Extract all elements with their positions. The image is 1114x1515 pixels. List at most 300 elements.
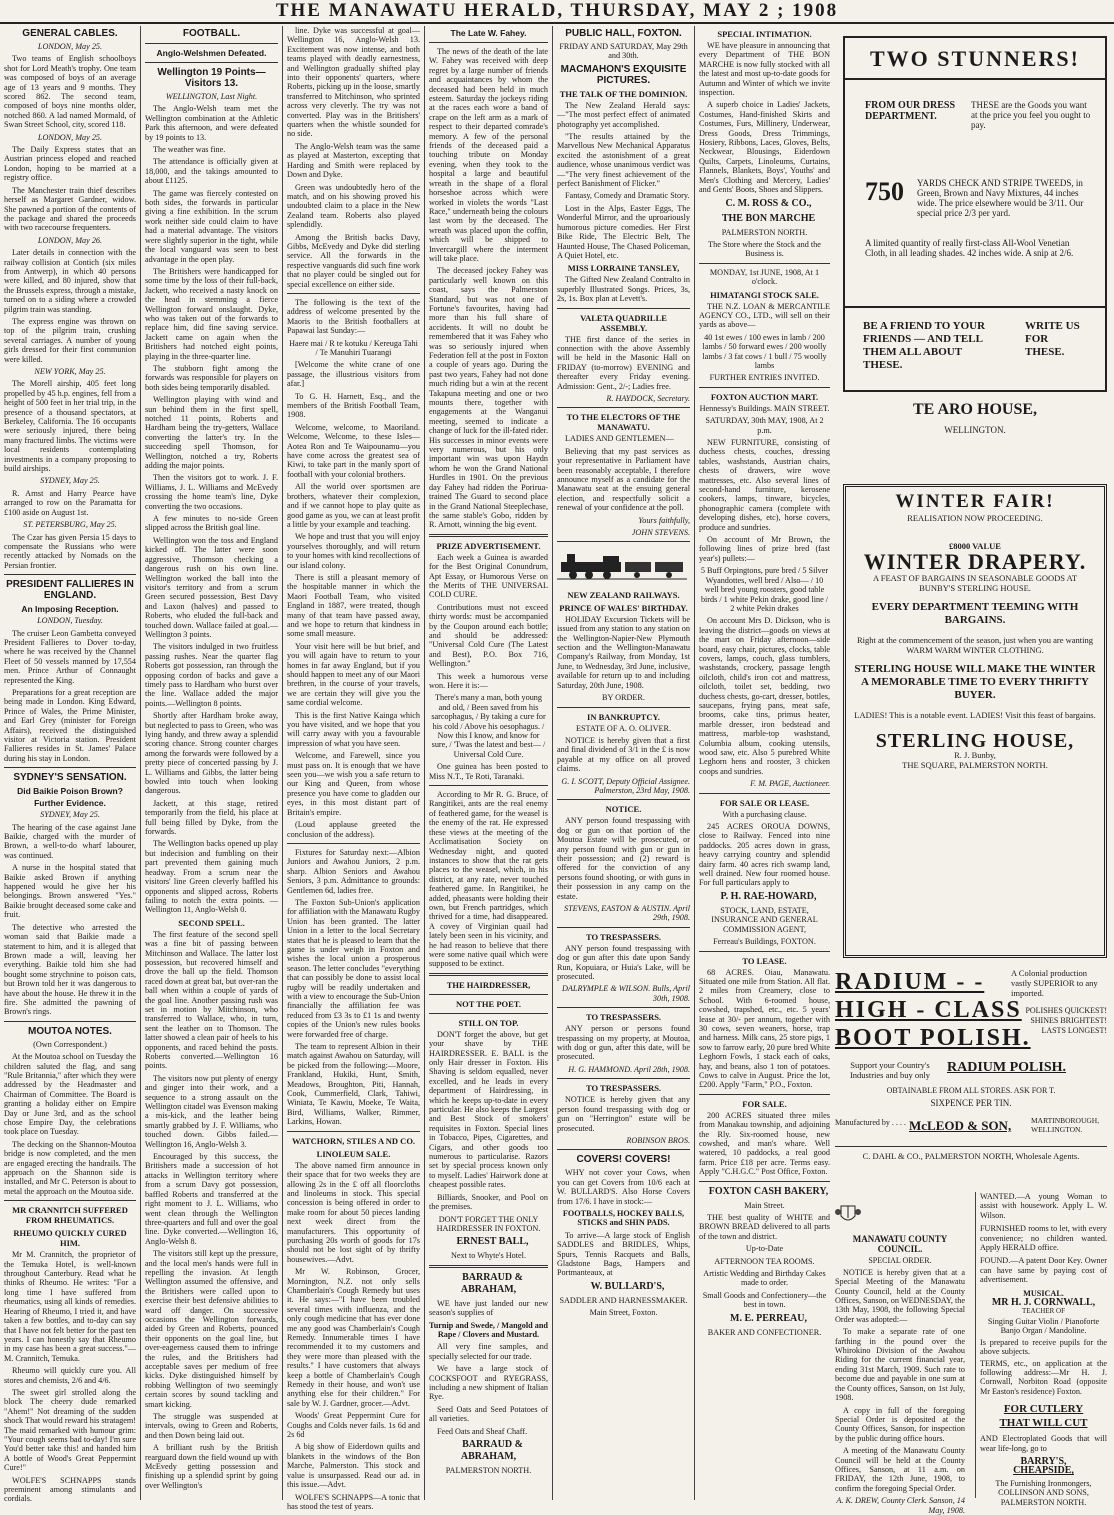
divider	[4, 1021, 136, 1022]
winter-drapery: WINTER DRAPERY.	[863, 549, 1087, 574]
divider	[4, 574, 136, 575]
paragraph: Lost in the Alps, Easter Eggs, The Wonderful Mirror, and the uproariously humorous picture comedies. Her First Bike Ride, The Electric Belt, The Haunted House, The Chased Policeman, A Quiet Hotel, etc.	[557, 203, 690, 260]
dateline: LONDON, May 25.	[37, 42, 103, 51]
coat-of-arms-icon	[835, 1202, 861, 1226]
divider	[4, 1200, 136, 1201]
paragraph: A big show of Eiderdown quilts and blankets in the windows of the Bon Marche, Palmerston. This stock and value is unsurpassed. Read our ad. in this issue.—Advt.	[287, 1442, 420, 1490]
paragraph: 245 ACRES OROUA DOWNS, close to Railway. Fenced into nine paddocks. 205 acres down in grass, heavy carrying country and splendid dairy farm. 40 acres rich swamp land, well drained. New four roomed house. For full particulars apply to	[699, 822, 830, 888]
agents-line: C. DAHL & CO., PALMERSTON NORTH, Wholesale Agents.	[835, 1146, 1107, 1161]
dateline: MONDAY, 1st JUNE, 1908, At 1 o'clock.	[709, 267, 820, 287]
advertiser-name: M. E. PERREAU,	[730, 1312, 807, 1324]
store-name: TE ARO HOUSE,	[912, 401, 1038, 418]
advertiser-name: BARRAUD & ABRAHAM,	[460, 1271, 523, 1295]
divider	[557, 1078, 690, 1079]
headline-special-intimation: SPECIAL INTIMATION.	[717, 29, 812, 39]
dateline: LONDON, May 26.	[37, 235, 103, 245]
paragraph: NEW FURNITURE, consisting of duchess chests, couches, dressing tables, washstands, Austrian chairs, chests of drawers, wire wove mattresses, etc. Also several lines of second-hand furniture, kerosene cookers, lamps, tinware, bicycles, phonographic camera (complete with developing dishes, etc), horse covers, produce and sundries.	[699, 438, 830, 532]
paragraph: Mr M. Crannitch, the proprietor of the Temuka Hotel, is well-known throughout Canterbury. Read what he thinks of Rheumo. He writes: "For a long time I have suffered from rheumatics, using all kinds of remedies. Hearing of Rheumo, I tried it, and have taken a few bottles, and to-day can say that I have not felt better for the past ten years. I can honestly say that Rheumo in my case has been a great success."—M. Crannitch, Temuka.	[4, 1250, 136, 1363]
advertiser-name: C. M. ROSS & CO.,	[725, 197, 812, 209]
paragraph: The following is the text of the address of welcome presented by the Maoris to the British footballers at Papawai last Sunday:—	[287, 297, 420, 336]
support-line: Support your Country's Industries and buy only	[849, 1060, 931, 1080]
paragraph: LADIES AND GENTLEMEN—	[565, 434, 674, 444]
headline-covers: COVERS! COVERS!	[576, 1154, 671, 1166]
dateline: LONDON, May 25.	[37, 132, 103, 142]
signature: R. HAYDOCK, Secretary.	[606, 393, 690, 403]
seed-list: Turnip and Swede, / Mangold and Rape / Clovers and Mustard.	[429, 1320, 548, 1339]
headline-trespassers: TO TRESPASSERS.	[585, 1083, 662, 1094]
feast-line: A FEAST OF BARGAINS IN SEASONABLE GOODS AT BUNBY'S STERLING HOUSE.	[872, 573, 1078, 593]
dateline: ST. PETERSBURG, May 25.	[23, 520, 117, 530]
divider	[845, 306, 1105, 308]
paragraph: The attendance is officially given at 18,000, and the takings amounted to about £1125.	[145, 157, 278, 186]
sterling-house-title: STERLING HOUSE,	[875, 730, 1075, 752]
paragraph: The Wellington backs opened up play but indecision and fumbling on their part prevented them gaining much headway. From a scrum near the visitors' line Green cleverly baffled his opponents and slipped across, Roberts failing to notch the extra points. — Wellington 11, Anglo-Welsh 0.	[145, 839, 278, 915]
dateline: LONDON, Tuesday.	[37, 616, 103, 626]
column-general-cables	[0, 26, 140, 1504]
paragraph: We have a large stock of COCKSFOOT and RYEGRASS, including a new shipment of Italian Rye.	[429, 1364, 548, 1402]
headline-auction-mart: FOXTON AUCTION MART.	[710, 391, 819, 402]
paragraph: This week a humorous verse won. Here it is:—	[429, 671, 548, 690]
found-ad: FOUND.—A patent Door Key. Owner can have same by paying cost of advertisement.	[980, 1256, 1107, 1285]
paragraph: The struggle was suspended at intervals, owing to Green and Roberts, and then Down being laid out.	[145, 1412, 278, 1440]
masthead: THE MANAWATU HERALD, THURSDAY, MAY 2 ; 1908	[0, 0, 1114, 24]
paragraph: The first feature of the second spell was a fine bit of passing between Mitchinson and Wallace. The latter lost possession, but recovered himself and drove the ball up the field. Thomson raced down at great bat, but over-ran the ball when within a couple of yards of the goal line. Another passing rush was set in motion by Mitchinson, who transferred to Wallace, who, in turn, sent the leather on to Thomson. The latter showed a clean pair of heels to his opponents, and raced behind the posts. Roberts converted.—Wellington 16 points.	[145, 929, 278, 1071]
divider	[699, 793, 830, 794]
paragraph: The visitors indulged in two fruitless passing rushes. Near the quarter flag Roberts got possession, ran through the opposing cordon of backs and gave a timely pass to Hardham who burst over the line. Wallace added the major points.—Wellington 8 points.	[145, 642, 278, 708]
paragraph: The team to represent Albion in their match against Awahou on Saturday, will be picked from the following:—Moore, Frankland, Hukiki, Hunt, Smith, Meadows, Broughton, Piti, Hannah, Cook, Cummerfield, Clark, Tahiwi, Winiata, Te Kawiu, Moeke, Te Waita, Bird, Williams, Walker, Rimmer, Larkins, Howan.	[287, 1042, 420, 1127]
te-aro-house-ad	[843, 400, 1107, 440]
dress-department: FROM OUR DRESS DEPARTMENT.	[865, 100, 956, 122]
paragraph: The New Zealand Herald says:—"The most perfect effect of animated photography yet accomplished.	[557, 100, 690, 129]
paragraph: The hearing of the case against Jane Baikie, charged with the murder of Brown, a well-to-do wharf labourer, was continued.	[4, 822, 136, 860]
paragraph: Wellington playing with wind and sun behind them in the first spell, notched 11 points, Roberts and Hardham being the try-getters, Wallace converting the latter's try. In the succeeding spell Thomson, for Wellington, notched a try, Roberts adding the major points.	[145, 395, 278, 471]
subheadline: PRINCE OF WALES' BIRTHDAY.	[559, 602, 688, 613]
council-name: MANAWATU COUNTY COUNCIL.	[852, 1234, 948, 1255]
subheadline: NOT THE POET.	[456, 998, 521, 1009]
store-name: BARRY'S,	[1020, 1455, 1067, 1467]
subheadline: ESTATE OF A. O. OLIVER.	[575, 723, 672, 733]
friend-message: BE A FRIEND TO YOUR FRIENDS — AND TELL THEM ALL ABOUT THESE.	[863, 320, 986, 371]
ad-subtitle: REALISATION NOW PROCEEDING.	[907, 513, 1043, 523]
paragraph: To arrive—A large stock of English SADDLES and BRIDLES, Whips, Spurs, Tennis Racquets and Balls, Gladstone Bags, Hampers and Portmanteaux, at	[557, 1230, 690, 1278]
poultry-list: 5 Buff Orpingtons, pure bred / 5 Silver Wyandottes, well bred / Also— / 10 well bred young roosters, good table birds / 1 white Pekin drake, good line / 2 white Pekin drakes	[700, 566, 829, 613]
subheadline-linoleum: LINOLEUM SALE.	[316, 1148, 391, 1159]
qualities-line: POLISHES QUICKEST! SHINES BRIGHTEST! LASTS LONGEST!	[1025, 1006, 1107, 1035]
every-department: EVERY DEPARTMENT TEEMING WITH BARGAINS.	[871, 601, 1079, 626]
headline-general-cables: GENERAL CABLES.	[22, 28, 118, 39]
divider	[557, 1149, 690, 1150]
ad-title: WINTER FAIR!	[895, 491, 1055, 512]
paragraph: The sweet girl strolled along the block The cheery dude remarked "Ahem!" Not dreaming of the sudden shock That would reward his stratagem! The maid remarked with humour grim: "Your cough seems bad to-day! I'm sure You'd better take this! and handed him A bottle of Wood's Great Peppermint Cure!"	[4, 1387, 136, 1473]
ad-title: TWO STUNNERS!	[845, 38, 1105, 80]
stores-line: OBTAINABLE FROM ALL STORES. ASK FOR T.	[886, 1086, 1056, 1095]
headline-to-lease: TO LEASE.	[742, 955, 787, 966]
headline-watchorn: WATCHORN, STILES A ND CO.	[291, 1135, 416, 1146]
paragraph: Billiards, Snooker, and Pool on the premises.	[429, 1192, 548, 1212]
paragraph: A superb choice in Ladies' Jackets, Costumes, Hand-finished Skirts and Costumes, Furs, Millinery, Underwear, Dress Goods, Dress Trimmings, Hosiery, Ribbons, Laces, Gloves, Belts, Neckwear, Blousings, Eiderdown Quilts, Carpets, Linoleums, Curtains, Flannels, Blankets, Boys', Youths' and Men's Clothing and Mercery, Ladies' and Gents' Boots, Shoes and Slippers.	[699, 100, 830, 195]
signature: H. G. HAMMOND. April 28th, 1908.	[568, 1064, 690, 1074]
paragraph: HOLIDAY Excursion Tickets will be issued from any station to any station on the Wellington-Napier-New Plymouth section and the Wellington-Manawatu Company's Railway, from Monday, 1st June, to Wednesday, 3rd June, inclusive, available for return up to and including Saturday, 20th June, 1908.	[557, 614, 690, 690]
paragraph: Among the British backs Davy, Gibbs, McEvedy and Dyke did sterling service. All the forwards in the respective vanguards did such fine work that no player could be singled out for special excellence on either side.	[287, 232, 420, 289]
paragraph: Fantasy, Comedy and Dramatic Story.	[565, 191, 690, 201]
wanted-ad: WANTED.—A young Woman to assist with housework. Apply L. W. Wilson.	[980, 1192, 1107, 1220]
paragraph: Wellington won the toss and England kicked off. The latter were soon aggressive, Thomson checking a dangerous rush on his own line. Wellington worked the ball into the visitor's territory and from a scrum Green secured possession, Best Davy and Laxon (halves) and passed to Roberts, who eluded the full-back and touched down. Wallace failed at goal.—Wellington 3 points.	[145, 535, 278, 639]
byline: (Own Correspondent.)	[33, 1039, 107, 1049]
paragraph: Artistic Wedding and Birthday Cakes made to order.	[703, 1269, 826, 1288]
subheadline: Anglo-Welshmen Defeated.	[156, 48, 267, 58]
paragraph: Welcome, welcome, to Maoriland. Welcome, Welcome, to these Isles—Aotea Ron and Te Waipounamu—you have come across the greatest sea of Kiwi, to take part in the manly sport of football with your colonial brothers.	[287, 422, 420, 479]
divider	[429, 534, 548, 537]
signature: F. M. PAGE, Auctioneer.	[750, 779, 830, 789]
paragraph: The decking on the Shannon-Moutoa bridge is now completed, and the men are engaged erecting the handrails. The approach on the Shannon side is installed, and Mr C. Peterson is about to metal the approach on the Moutoa side.	[4, 1139, 136, 1196]
paragraph: There is still a pleasant memory of the hospitable manner in which the Maori Football Team, who visited England in 1887, were treated, though many of that team have passed away, and we hope to return that kindness in some small measure.	[287, 572, 420, 639]
paragraph: THE N.Z. LOAN & MERCANTILE AGENCY CO., LTD., will sell on their yards as above—	[699, 301, 830, 330]
paragraph: The express engine was thrown on top of the pilgrim train, crushing several carriages. A number of young girls dressed for their first communion were killed.	[4, 316, 136, 364]
dateline: NEW YORK, May 25.	[34, 367, 106, 376]
headline-score: Wellington 19 Points—Visitors 13.	[157, 67, 266, 89]
divider	[429, 785, 548, 786]
mart-address: Hennessy's Buildings. MAIN STREET.	[699, 403, 830, 413]
divider	[429, 973, 548, 976]
cutlery-line-2: THAT WILL CUT	[999, 1417, 1088, 1430]
paragraph: Green was undoubtedly hero of the match, and on his showing proved his undoubted claim to a place in the New Zealand team. Roberts also played splendidly.	[287, 182, 420, 230]
stock-list: FOOTBALLS, HOCKEY BALLS, STICKS and SHIN PADS.	[562, 1208, 685, 1228]
advertiser-address: Main Street, Foxton.	[589, 1308, 658, 1318]
bakery-address: Main Street.	[744, 1200, 785, 1210]
signature: A. K. DREW, County Clerk. Sanson, 14 May, 1908.	[836, 1496, 965, 1515]
special-order: SPECIAL ORDER.	[868, 1256, 932, 1266]
ad-tagline: THESE are the Goods you want at the price you feel you ought to pay.	[971, 100, 1091, 130]
radium-line-3: BOOT POLISH.	[835, 1025, 1031, 1051]
advertiser-name: W. BULLARD'S,	[590, 1280, 665, 1292]
paragraph: All very fine samples, and specially selected for our trade.	[429, 1342, 548, 1361]
headline-public-hall: PUBLIC HALL, FOXTON.	[565, 28, 682, 39]
bakery-name: FOXTON CASH BAKERY,	[708, 1185, 829, 1197]
divider	[4, 767, 136, 768]
column-public-hall	[552, 26, 694, 1500]
ironmongers-line: The Furnishing Ironmongers, COLLINSON AND SONS, PALMERSTON NORTH.	[995, 1478, 1092, 1507]
paragraph: ANY person found trespassing with dog or gun after this date upon Sandy Run, Kopuiara, or Huia's Lake, will be prosecuted.	[557, 943, 690, 982]
paragraph: The visitors still kept up the pressure, and the local men's hands were full in repelling the invasion. At length Wellington assumed the offensive, and the Britishers were called upon to exercise their best defensive abilities to ward off danger. On successive occasions the Wellington forwards, aided by Green and Roberts, pounced their opponents on the goal line, but over-eagerness caused them to infringe the rules, and the Britishers had acceptable saves per medium of free kicks. Dyke distinguished himself by robbing Wellington of two seemingly certain scores by sound tackling and smart kicking.	[145, 1249, 278, 1409]
subheadline: THE TALK OF THE DOMINION.	[559, 88, 688, 99]
paragraph: Contributions must not exceed thirty words: must be accompanied by the Coupon around each bottle; and should be addressed: "Universal Cold Cure (The Latest and Best), P.O. Box 716, Wellington."	[429, 602, 548, 669]
season-line: Right at the commencement of the season, just when you are wanting WARM WARM WINTER CLOTHING.	[856, 635, 1094, 655]
advertiser-trade: SADDLER AND HARNESSMAKER.	[559, 1295, 688, 1305]
performer-name: MISS LORRAINE TANSLEY,	[567, 263, 680, 274]
headline-bankruptcy: IN BANKRUPTCY.	[587, 711, 660, 722]
maker-name: McLEOD & SON,	[909, 1118, 1012, 1133]
headline-railways: NEW ZEALAND RAILWAYS.	[567, 589, 680, 600]
divider	[287, 1131, 420, 1132]
store-address: PALMERSTON NORTH.	[721, 227, 808, 237]
headline-macmahon: MACMAHON'S EXQUISITE PICTURES.	[560, 63, 687, 86]
column-football-continued	[282, 26, 424, 1511]
paragraph: The Britishers were handicapped for some time by the loss of their full-back, Jackett, who received a nasty knock on the head in stemming a fierce Wellington forward onslaught. Dyke, who was taken out of the forwards to replace him, did fine saving service. Jackett came on again when the Britishers had notched eight points, playing in the three-quarter line.	[145, 266, 278, 361]
paragraph: THE best quality of WHITE and BROWN BREAD delivered to all parts of the town and district.	[699, 1213, 830, 1241]
divider	[429, 994, 548, 995]
paragraph: Each week a Guinea is awarded for the Best Original Conundrum, Apt Essay, or Humorous Verse on the Merits of THE UNIVERSAL COLD CURE.	[429, 552, 548, 600]
headline-sydney-sensation: SYDNEY'S SENSATION.	[13, 772, 127, 784]
divider	[557, 927, 690, 928]
paragraph: The Foxton Sub-Union's application for affiliation with the Manawatu Rugby Union has been granted. The latter Union in a letter to the local Secretary states that he is pleased to learn that the game is under weigh in Foxton and wishes the local union a prosperous season. The letter concludes "everything that can possibly be done to assist local rugby will be readily undertaken and with a view to encourage the Sub-Union financially the affiliation fee was reduced from £3 3s to £1 1s and twenty copies of the Union's new rules books were forwarded free of charge.	[287, 897, 420, 1039]
store-name: THE BON MARCHE	[721, 212, 816, 224]
manufactured-by: Manufactured by . . . .	[835, 1118, 906, 1127]
advertiser-name: P. H. RAE-HOWARD,	[720, 890, 817, 902]
brand-name: RADIUM POLISH.	[947, 1060, 1067, 1075]
paragraph: A brilliant rush by the British rearguard down the field wound up with McEvedy getting possession and finishing up a splendid sprint by going over Wellington's	[145, 1443, 278, 1490]
subheadline-second-spell: SECOND SPELL.	[178, 917, 245, 928]
paragraph: All the world over sportsmen are brothers, whatever their complexion, and if we cannot hope to play quite as good game as you, we can at least profit a little by your example and teaching.	[287, 482, 420, 529]
store-town: WELLINGTON.	[944, 425, 1006, 435]
headline-trespassers: TO TRESPASSERS.	[585, 1012, 662, 1023]
paragraph: (Loud applause greeted the conclusion of the address).	[287, 820, 420, 839]
locomotive-illustration	[557, 550, 687, 580]
advertiser-address: PALMERSTON NORTH.	[445, 1466, 532, 1475]
headline-trespassers: TO TRESPASSERS.	[585, 931, 662, 942]
paragraph: NOTICE is hereby given that at a Special Meeting of the Manawatu County Council, held at the County Offices, Sanson, on WEDNESDAY, the 13th May, 1908, the following Special Order was adopted:—	[835, 1267, 966, 1324]
paragraph: At the Moutoa school on Tuesday the children saluted the flag, and sang "Rule Britannia," after which they were addressed by the Headmaster and Chairman of Committee. The Board is granting a holiday either on Empire Day or June 3rd, and as the school chose Empire Day, the celebrations took place on Tuesday.	[4, 1052, 136, 1137]
paragraph: A nurse in the hospital stated that Baikie asked Brown if anything happened would he give her his belongings. Brown answered "Yes." Baikie brought deceased some cake and fruit.	[4, 863, 136, 920]
paragraph: The Czar has given Persia 15 days to compensate the Russians who were recently attacked by Nomads on the Persian frontier.	[4, 532, 136, 570]
dateline: SYDNEY, May 25.	[40, 476, 100, 486]
paragraph: To G. H. Harnett, Esq., and the members of the British Football Team, 1908.	[287, 391, 420, 420]
headline-crannitch: MR CRANNITCH SUFFERED FROM RHEUMATICS.	[12, 1205, 128, 1226]
headline-fallieres: PRESIDENT FALLIERES IN ENGLAND.	[6, 579, 134, 602]
subheadline: STILL ON TOP.	[458, 1017, 519, 1028]
divider	[699, 1181, 830, 1182]
store-location: CHEAPSIDE,	[1013, 1465, 1074, 1477]
divider	[145, 43, 278, 44]
paragraph: According to Mr R. G. Bruce, of Rangitikei, ants are the real enemy of feathered game, for the weasel is the enemy of the rat. He expressed these views at the meeting of the Acclimatisation Society on Wednesday night, and quoted instances to show that the rat gets places to the weasel, which, in his district, at any rate, never touched feathered game. In Rangitikei, he added, pheasants were holding their own, but French partridges, which thrived for a time, had disappeared. A covey of Virginian quail had lately been seen in his vicinity, and he had reason to believe that there were some native quail which were supposed to be extinct.	[429, 790, 548, 969]
paragraph: The above named firm announce in their space that for two weeks they are allowing 2s in the £ off all floorcloths and linoleums in stock. This special concession is being offered in order to make room for about 50 pieces landing next week direct from the manufacturers. This opportunity of purchasing 20s worth of goods for 17s should not be lost sight of by thrifty housewives.—Advt.	[287, 1160, 420, 1264]
paragraph: On account of Mr Brown, the following lines of prize bred (fast year's) pullets:—	[699, 535, 830, 563]
venetian-description: A limited quantity of really first-class All-Wool Venetian Cloth, in all leading shades. 42 inches wide. A snip at 2/6.	[865, 238, 1074, 258]
radium-line-1: RADIUM - -	[835, 969, 985, 995]
headline-prize-advertisement: PRIZE ADVERTISEMENT.	[436, 540, 541, 551]
paragraph: Shortly after Hardham broke away, but neglected to pass to Green, who was lying handy, and threw away a splendid scoring chance. Strong counter charges among the forwards were followed by a pretty piece of concerted passing by J. L. Williams and Gibbs, the latter being bowled into touch when looking dangerous.	[145, 711, 278, 796]
owner-name: R. J. Bunby,	[954, 750, 996, 760]
paragraph: The Gifted New Zealand Contralto in superbly Illustrated Songs. Prices, 3s, 2s, 1s. Box plan at Levett's.	[557, 275, 690, 304]
advertiser-address: Ferreau's Buildings, FOXTON.	[713, 937, 816, 947]
dateline: FRIDAY AND SATURDAY, May 29th and 30th.	[559, 42, 688, 61]
store-address: THE SQUARE, PALMERSTON NORTH.	[902, 760, 1048, 770]
divider	[557, 707, 690, 708]
paragraph: Yours faithfully,	[638, 515, 690, 525]
maker-town: MARTINBOROUGH, WELLINGTON.	[1031, 1116, 1100, 1134]
paragraph: Seed Oats and Seed Potatoes of all varieties.	[429, 1404, 548, 1424]
paragraph: The Anglo-Welsh team met the Wellington combination at the Athletic Park this afternoon, and were defeated by 19 points to 13.	[145, 104, 278, 142]
headline-valeta: VALETA QUADRILLE ASSEMBLY.	[580, 312, 667, 333]
paragraph: To make a separate rate of one farthing in the pound over the Whirokino Division of the Awahou Riding for the current financial year, ending 31st March, 1909. Such rate to become due and payable in one sum at the County offices, Sanson, on 1st July, 1908.	[835, 1327, 965, 1403]
paragraph: 68 ACRES. Oiau, Manawatu. Situated one mile from Station. All flat. 2 miles from Creamery, close to School. With 6-roomed house, cowshed, trapshed, etc., etc. 5 years' lease at 30/- per annum, together with 30 cows, seven weaners, horse, trap and harness. Milk cans, 25 store pigs, 1 sow to farrow early, 20 pure bred White Leghorn Fowls, 1 stack each of oaks, hay, and beans, also 1 ton of potatoes. Cows to calve in August. Price the lot, £200. Apply "Farm," P.O., Foxton.	[699, 967, 830, 1090]
paragraph: Small Goods and Confectionery—the best in town.	[702, 1290, 827, 1310]
column-bon-marche	[694, 26, 834, 1500]
paragraph: Mr W. Robinson, Grocer, Mornington, N.Z. not only sells Chamberlain's Cough Remedy but uses it. He says:—"I have been troubled several times with influenza, and the only cough medicine that has ever done me any good was Chamberlain's Cough Remedy. Innumerable times I have recommended it to my customers and they were more than pleased with the results." I have customers that always keep a bottle of Chamberlain's Cough Remedy in their house, and won't use anything else for their children." For sale by W. J. Gardner, grocer.—Advt.	[287, 1267, 420, 1408]
paragraph: The Daily Express states that an Austrian princess eloped and reached London, hoping to be married at a registry office.	[4, 145, 136, 183]
subheadline: An Imposing Reception.	[21, 604, 119, 615]
paragraph: Welcome, and Farewell, since you must pass on. It is enough that we have seen you—we wish you a safe return to our King and Queen, from whose presence you have come to gladden our eyes, in this most distant part of Britain's empire.	[287, 751, 420, 817]
dateline: SYDNEY, May 25.	[40, 810, 100, 820]
sterling-house-promise: STERLING HOUSE WILL MAKE THE WINTER A MEMORABLE TIME TO EVERY THRIFTY BUYER.	[854, 663, 1096, 701]
advertiser-trade: BAKER AND CONFECTIONER.	[707, 1327, 822, 1337]
paragraph: Up-to-Date	[745, 1244, 784, 1254]
paragraph: Fixtures for Saturday next:—Albion Juniors and Awahou Juniors, 2 p.m. sharp. Albion Seniors and Awahou Seniors, 3 p.m. Admittance to grounds: Gentlemen 6d, ladies free.	[287, 847, 420, 895]
divider	[557, 541, 690, 542]
signature: DALRYMPLE & WILSON. Bulls, April 30th, 1908.	[562, 984, 690, 1003]
advertiser-trade: STOCK, LAND, ESTATE, INSURANCE AND GENERAL COMMISSION AGENT,	[711, 905, 818, 934]
signature: G. I. SCOTT, Deputy Official Assignee. Palmerston, 23rd May, 1908.	[561, 776, 690, 795]
paragraph: The detective who arrested the woman said that Baikie made a statement to him, and it is alleged that Brown made a will, leaving her everything. Baikie told him she had bought some strychnine to poison cats, but Brown told her it was dangerous to have about the house. He threw it in the fire. She admitted the pawning of Brown's rings.	[4, 922, 136, 1017]
paragraph: Woods' Great Peppermint Cure for Coughs and Colds never fails. 1s 6d and 2s 6d	[287, 1411, 420, 1440]
paragraph: The deceased jockey Fahey was particularly well known on this coast, says the Palmerston Standard, but was not one of Fortune's favourites, having had more than his full share of accidents. It will no doubt be remembered that it was Fahey who was so seriously injured when Federation fell at the post in Foxton a couple of years ago. During the past two years, Fahey had not done much riding but a win at the recent Takapuna meeting and one or two mounts there, together with engagements at the Wanganui meeting, seemed to indicate a change of luck for the ill-fated rider. His successes in minor events were very numerous, but his only important win was upon Haydn whom he won the Grand National Hurdles in 1901. On the previous day Fahey had ridden the Porirua-trained The Guard to second place in the Grand National Steeplechase, the same stable's Gobo, ridden by R. Arnott, winning the big event.	[429, 266, 548, 530]
divider	[557, 799, 690, 800]
headline-football: FOOTBALL.	[182, 28, 241, 39]
divider	[699, 951, 830, 952]
divider	[557, 1007, 690, 1008]
paragraph: Encouraged by this success, the Britishers made a succession of hot attacks in Wellington territory where from a scrum Davy got possession, baffled Roberts and transferred at the right moment to J. L. Williams, who went clean through the Wellington three-quarters and full and over the goal line. Dyke converted.—Wellington 16, Anglo-Welsh 8.	[145, 1152, 278, 1246]
divider	[287, 293, 420, 294]
paragraph: R. Arnst and Harry Pearce have arranged to row on the Paramatta for £100 aside on August 1st.	[4, 488, 136, 517]
paragraph: WE have pleasure in announcing that every Department of THE BON MARCHE is now fully stocked with all the latest and most up-to-date goods for Autumn and Winter of which we invite inspection.	[699, 41, 830, 98]
winter-fair-ad	[843, 484, 1107, 958]
ladies-line: LADIES! This is a notable event. LADIES! Visit this feast of bargains.	[854, 710, 1096, 720]
paragraph: The visitors now put plenty of energy and ginger into their work, and a sequence to a strong assault on the Wellington citadel was Evenson making a mis-kick, and the leather being smartly grabbed by J. F. Williams, who touched down. Gibbs failed.—Wellington 16, Anglo-Welsh 3.	[145, 1073, 278, 1149]
maori-greeting: Haere mai / R te kotuku / Kereuga Tahi / Te Manuhiri Tuarangi	[289, 338, 418, 357]
paragraph: Your visit here will be but brief, and you will again have to return to your homes in far away England, but if you should happen to meet any of our Maori brethren, in the course of your travels, we are certain they will give you the same cordial welcome.	[287, 641, 420, 708]
colonial-line: A Colonial production vastly SUPERIOR to any imported.	[1011, 968, 1098, 998]
yardage-figure: 750	[865, 177, 904, 206]
headline-late-fahey: The Late W. Fahey.	[450, 28, 527, 38]
paragraph: The Anglo-Welsh team was the same as played at Masterton, excepting that Harding and Smith were replaced by Down and Dyke.	[287, 141, 420, 180]
paragraph: DON'T forget the above, but get your shave by THE HAIRDRESSER. E. BALL is the only Hair dresser in Foxton. His Shaving is seldom equalled, never excelled, and he leads in every department of Hairdressing, in which he keeps up-to-date in every particular. He also keeps the Largest and Best Stock of smokers' requisites in Foxton. Special lines in Tobacco, Pipes, Cigarettes, and Cigars, and other goods too numerous to particularise. Razors set by special process known only to myself. Ladies' Hairwork done at cheapest possible rates.	[429, 1029, 548, 1190]
subheadline: Further Evidence.	[34, 798, 106, 809]
headline-moutoa-notes: MOUTOA NOTES.	[28, 1025, 112, 1037]
paragraph: The game was fiercely contested on both sides, the forwards in particular giving a fine exhibition. In the scrum work neither side could claim to have had a material advantage. The visitors were slightly superior in the tight, while the local vanguard was seen to best advantage in the open play.	[145, 188, 278, 264]
subheadline-rheumo: RHEUMO QUICKLY CURED HIM.	[13, 1228, 127, 1249]
paragraph: Later details in connection with the railway collision at Contich (six miles from Antwerp), in which 40 persons were killed, and 80 injured, show that the Brussels express, through a mistake, turned on to a siding where a crowded pilgrim train was standing.	[4, 248, 136, 314]
paragraph: AND Electroplated Goods that will wear life-long, go to	[980, 1434, 1107, 1453]
paragraph: WOLFE'S SCHNAPPS stands preeminent among stimulants and cordials.	[4, 1475, 136, 1504]
paragraph: DON'T FORGET THE ONLY HAIRDRESSER IN FOXTON.	[436, 1214, 541, 1233]
divider	[699, 387, 830, 388]
paragraph: A copy in full of the foregoing Special Order is deposited at the County Offices, Sanson, for inspection by the public during office hours.	[835, 1405, 965, 1443]
instrument-list: Singing Guitar Violin / Pianoforte Banjo Organ / Mandoline.	[987, 1316, 1100, 1336]
paragraph: The cruiser Leon Gambetta conveyed President Fallieres to Dover to-day, where he was received by the Channel Fleet of 50 vessels manned by 17,554 men. Prince Arthur of Connaught represented the King.	[4, 628, 136, 685]
headline-for-sale-lease: FOR SALE OR LEASE.	[719, 797, 810, 808]
paragraph: TERMS, etc., on application at the following address:—Mr H. J. Cornwall, Norbiton Road (opposite Mr Easton's residence) Foxton.	[980, 1358, 1107, 1396]
dateline: WELLINGTON, Last Night.	[165, 92, 258, 101]
divider	[429, 1265, 548, 1268]
paragraph: line. Dyke was successful at goal—Wellington 16, Anglo-Welsh 13. Excitement was now intense, and both teams played with deadly earnestness, and Wellington gradually shifted play into their opponents' quarters, where Roberts, picking up in the loose, smartly transferred to Mitchinson, who sprinted across very cleverly. The try was not converted. Play was in the Britishers' quarters when the whistle sounded for no side.	[287, 26, 420, 139]
paragraph: A few minutes to no-side Green slipped across the British goal line.	[145, 514, 278, 533]
county-council-notice	[835, 1196, 966, 1515]
teacher-name: MR H. J. CORNWALL,	[991, 1297, 1096, 1309]
furnished-ad: FURNISHED rooms to let, with every convenience; no children wanted. Apply HERALD office.	[980, 1224, 1107, 1253]
paragraph: ANY person found trespassing with dog or gun on that portion of the Moutoa Estate will be prosecuted, or any person found with gun or gun in their possession; and (2) reward is offered for the conviction of any persons found shooting, or with guns in their possession in any camp on the estate.	[557, 816, 690, 901]
stock-list: 40 1st ewes / 100 ewes in lamb / 200 lambs / 50 forward ewes / 200 woolly lambs / 3 fat cows / 1 bull / 75 woolly lambs	[702, 332, 827, 370]
divider	[287, 843, 420, 844]
paragraph: NOTICE is hereby given that any person found trespassing with dog or gun on "Herrington" estate will be prosecuted.	[557, 1095, 690, 1133]
divider	[557, 308, 690, 309]
paragraph: The Store where the Stock and the Business is.	[708, 239, 821, 259]
paragraph: The stubborn fight among the forwards was responsible for players on both sides being temporarily disabled.	[145, 363, 278, 392]
paragraph: The news of the death of the late W. Fahey was received with deep regret by a large number of friends and acquaintances by whom the deceased had been held in much esteem. Saturday the jockeys riding at the races each wore a band of crape on the left arm as a mark of respect to their departed comrade's memory. A few of the personal friends of the deceased paid a touching tribute on Monday evening, when they took to the hospital a large and beautiful wreath in the shape of a floral horseshoe across which were worked in violets the words "Last Race," underneath being the colours last worn by the deceased. The wreath was placed upon the coffin, which will be shipped to Invercargill where the interment will take place.	[429, 47, 548, 263]
prize-verse: There's many a man, both young and old, / Been saved from his sarcophagus, / By taking a cure for his cold / Above his oesophagus. / Now this I know, and know for sure, / 'Twas the latest and best— / Universal Cold Cure.	[431, 693, 546, 759]
paragraph: The Morell airship, 405 feet long propelled by 45 h.p. engines, fell from a height of 500 feet in her trial trip, in the presence of a thousand spectators, at Berkeley, California. The 16 occupants were seriously injured, there being many fractured limbs. The victims were local residents contemplating investments in a company proposing to build airships.	[4, 379, 136, 474]
paragraph: WE have just landed our new season's supplies of	[429, 1298, 548, 1318]
paragraph: Two teams of English schoolboys shot for Lord Meath's trophy. One team was composed of boys of an average age of 13 years and 9 months. They scored 862. The second team, composed of boys nine months older, notched 860. A lad named Mormald, of Swan Street School, city, scored 118.	[4, 54, 136, 130]
paragraph: The Manchester train thief describes herself as Margaret Gardner, widow. She pawned a portion of the contents of the package and shared the proceeds with two racecourse frequenters.	[4, 185, 136, 233]
paragraph: A meeting of the Manawatu County Council will be held at the County Offices, Sanson, at 11 a.m. on FRIDAY, the 12th June, 1908, to confirm the foregoing Special Order.	[835, 1446, 965, 1493]
teacher-of: TEACHER OF	[1022, 1307, 1065, 1316]
two-stunners-ad	[843, 36, 1107, 392]
tweed-description: YARDS CHECK AND STRIPE TWEEDS, in Green, Brown and Navy Mixtures, 44 inches wide. The price elsewhere would be 3/11. Our special price 2/3 per yard.	[917, 178, 1084, 218]
headline-for-sale: FOR SALE.	[742, 1098, 787, 1109]
column-fahey	[424, 26, 552, 1500]
paragraph: Then the visitors got to work. J. F. Williams, J. L. Williams and McEvedy crossing the home team's line, Dyke converting the two occasions.	[145, 473, 278, 511]
paragraph: Preparations for a great reception are being made in London. King Edward, Prince of Wales, the Prime Minister, and Earl Grey (minister for Foreign Affairs), received the distinguished visitor at Victoria station. President Fallieres resides in St. James' Palace during his stay in London.	[4, 687, 136, 763]
paragraph: [Welcome the white crane of one passage, the illustrious visitors from afar.]	[287, 360, 420, 389]
radium-polish-ad	[835, 968, 1107, 1168]
subheadline: With a purchasing clause.	[722, 809, 807, 819]
paragraph: WHY not cover your Cows, when you can get Covers from 10/6 each at W. BULLARD'S. Also Horse Covers from 17/6. I have in stock:—	[557, 1168, 690, 1206]
signature: JOHN STEVENS.	[631, 528, 690, 538]
divider	[429, 42, 548, 43]
write-message: WRITE US FOR THESE.	[1025, 320, 1080, 358]
paragraph: The weather was fine.	[153, 145, 226, 155]
paragraph: One guinea has been posted to Miss N.T., Te Roti, Taranaki.	[429, 762, 548, 781]
price-line: SIXPENCE PER TIN.	[930, 1098, 1012, 1108]
divider	[429, 1013, 548, 1014]
paragraph: Jackett, at this stage, retired temporarily from the field, his place at full being filled by Dyke, from the forwards.	[145, 798, 278, 837]
paragraph: "The results attained by the Marvellous New Mechanical Apparatus excited the astonishment of a great audience, whose unanimous verdict was—"The very finest achievement of the perfect Banishment of Flicker."	[557, 132, 690, 189]
headline-stock-sale: HIMATANGI STOCK SALE.	[710, 289, 819, 300]
subheadline: Did Baikie Poison Brown?	[17, 786, 123, 797]
dateline: SATURDAY, 30th MAY, 1908, At 2 p.m.	[705, 416, 824, 435]
paragraph: THE first dance of the series in connection with the above Assembly will be held in the Masonic Hall on FRIDAY (to-morrow) EVENING and thereafter every Friday evening. Admission: Gent., 2/-; Ladies free.	[557, 334, 690, 391]
headline-notice: NOTICE.	[605, 804, 642, 815]
advertiser-name: BARRAUD & ABRAHAM,	[460, 1439, 523, 1462]
paragraph: Believing that my past services as your representative in Parliament have been reasonably acceptable, I therefore announce myself as a candidate for the Manawatu seat at the ensuing general election, and respectfully solicit a renewal of your confidence at the poll.	[557, 446, 690, 513]
paragraph: ANY person or persons found trespassing on my property, at Moutoa, with dog or gun, after this date, will be prosecuted.	[557, 1024, 690, 1062]
headline-electors: TO THE ELECTORS OF THE MANAWATU.	[566, 412, 681, 433]
paragraph: 200 ACRES situated three miles from Manakau township, and adjoining the Rly. Six-roomed house, new cowshed, and man's whare. Well watered, 10 paddocks, a real good farm. Price £18 per acre. Terms easy. Apply "C.H.G.C." Post Office, Foxton.	[699, 1110, 830, 1177]
radium-line-2: HIGH - CLASS	[835, 997, 1022, 1023]
headline-hairdresser: THE HAIRDRESSER,	[446, 979, 531, 990]
paragraph: Rheumo will quickly cure you. All stores and chemists, 2/6 and 4/6.	[4, 1366, 136, 1385]
paragraph: WOLFE'S SCHNAPPS—A tonic that has stood the test of years.	[287, 1492, 420, 1511]
value-line: £8000 VALUE	[949, 541, 1001, 551]
paragraph: NOTICE is hereby given that a first and final dividend of 3/1 in the £ is now payable at my office on all proved claims.	[557, 735, 690, 774]
paragraph: Is prepared to receive pupils for the above subjects.	[980, 1337, 1107, 1357]
advertiser-name: ERNEST BALL,	[456, 1236, 529, 1248]
paragraph: AFTERNOON TEA ROOMS.	[714, 1256, 815, 1266]
divider	[699, 1094, 830, 1095]
musical-heading: MUSICAL.	[1023, 1288, 1064, 1298]
signature: BY ORDER.	[602, 693, 645, 703]
small-ads	[975, 1192, 1107, 1507]
advertiser-address: Next to Whyte's Hotel.	[451, 1251, 526, 1261]
divider	[145, 62, 278, 63]
paragraph: On account Mrs D. Dickson, who is leaving the district—goods on views at the mart on Friday afternoon—side board, easy chair, pictures, clocks, table covers, lamps, couch, glass tumblers, washstands, crockery, passage length oilcloth, child's iron cot and mattress, oilcloth, toilet set, bedding, two duchess chests, go-cart, dresser, bottles, saucepans, frying pans, meat safe, brooms, cake tins, primus heater, marble dresser, iron bedstead and mattress, marble-top washstand, Columbia album, cooking utensils, wood saw, etc. Also 5 purebred White Leghorn hens and rooster, 3 chicken coops and sundries.	[699, 616, 830, 776]
divider	[699, 263, 830, 264]
paragraph: We hope and trust that you will enjoy yourselves thoroughly, and will return to your homes with kind recollections of our island colony.	[287, 532, 420, 570]
signature: ROBINSON BROS.	[626, 1135, 690, 1145]
paragraph: This is the first Native Kainga which you have visited, and we hope that you will carry away with you a favourable impression of what you have seen.	[287, 710, 420, 748]
column-football	[140, 26, 282, 1500]
signature: STEVENS, EASTON & AUSTIN. April 29th, 1908.	[563, 904, 690, 923]
paragraph: FURTHER ENTRIES INVITED.	[709, 373, 820, 383]
